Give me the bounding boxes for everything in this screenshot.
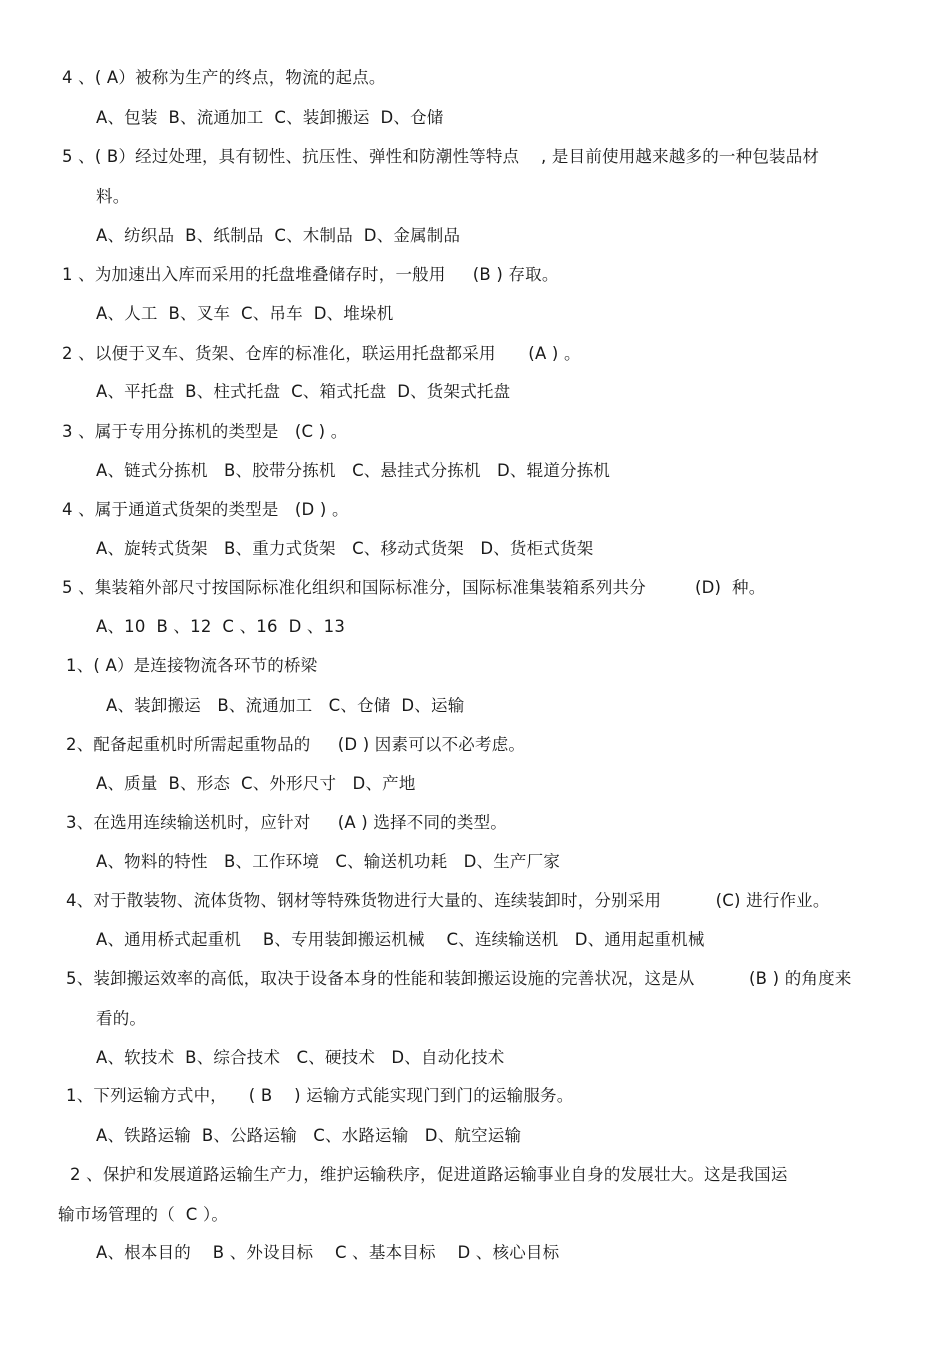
question-line: 5、装卸搬运效率的高低，取决于设备本身的性能和装卸搬运设施的完善状况，这是从 (B ) 的角度来 xyxy=(66,969,852,988)
options-line: A、人工 B、叉车 C、吊车 D、堆垛机 xyxy=(96,304,394,323)
options-line: A、软技术 B、综合技术 C、硬技术 D、自动化技术 xyxy=(96,1048,505,1067)
question-continuation-line: 输市场管理的（ C ）。 xyxy=(58,1205,229,1224)
options-line: A、包装 B、流通加工 C、装卸搬运 D、仓储 xyxy=(96,108,444,127)
question-line: 2 、保护和发展道路运输生产力，维护运输秩序，促进道路运输事业自身的发展壮大。这是我国运 xyxy=(70,1165,788,1184)
question-line: 5 、集装箱外部尺寸按国际标准化组织和国际标准分，国际标准集装箱系列共分 (D) 种。 xyxy=(62,578,766,597)
options-line: A、10 B 、12 C 、16 D 、13 xyxy=(96,617,346,636)
question-line: 3、在选用连续输送机时，应针对 (A ) 选择不同的类型。 xyxy=(66,813,507,832)
question-continuation-line: 看的。 xyxy=(96,1009,147,1028)
question-line: 4 、属于通道式货架的类型是 (D ) 。 xyxy=(62,500,349,519)
question-line: 4 、( A）被称为生产的终点，物流的起点。 xyxy=(62,68,386,87)
options-line: A、纺织品 B、纸制品 C、木制品 D、金属制品 xyxy=(96,226,461,245)
options-line: A、平托盘 B、柱式托盘 C、箱式托盘 D、货架式托盘 xyxy=(96,382,511,401)
options-line: A、铁路运输 B、公路运输 C、水路运输 D、航空运输 xyxy=(96,1126,522,1145)
question-line: 5 、( B）经过处理，具有韧性、抗压性、弹性和防潮性等特点 , 是目前使用越来越多的一种包装品材 xyxy=(62,147,820,166)
question-continuation-line: 料。 xyxy=(96,187,130,206)
question-line: 1、下列运输方式中， ( B ) 运输方式能实现门到门的运输服务。 xyxy=(66,1086,574,1105)
question-line: 4、对于散装物、流体货物、钢材等特殊货物进行大量的、连续装卸时，分别采用 (C) 进行作业。 xyxy=(66,891,830,910)
question-line: 2、配备起重机时所需起重物品的 (D ) 因素可以不必考虑。 xyxy=(66,735,526,754)
options-line: A、装卸搬运 B、流通加工 C、仓储 D、运输 xyxy=(106,696,465,715)
options-line: A、根本目的 B 、外设目标 C 、基本目标 D 、核心目标 xyxy=(96,1243,560,1262)
options-line: A、质量 B、形态 C、外形尺寸 D、产地 xyxy=(96,774,416,793)
options-line: A、物料的特性 B、工作环境 C、输送机功耗 D、生产厂家 xyxy=(96,852,561,871)
options-line: A、旋转式货架 B、重力式货架 C、移动式货架 D、货柜式货架 xyxy=(96,539,594,558)
question-line: 1 、为加速出入库而采用的托盘堆叠储存时，一般用 (B ) 存取。 xyxy=(62,265,559,284)
options-line: A、链式分拣机 B、胶带分拣机 C、悬挂式分拣机 D、辊道分拣机 xyxy=(96,461,611,480)
question-line: 2 、以便于叉车、货架、仓库的标准化，联运用托盘都采用 (A ) 。 xyxy=(62,344,581,363)
options-line: A、通用桥式起重机 B、专用装卸搬运机械 C、连续输送机 D、通用起重机械 xyxy=(96,930,705,949)
question-line: 1、( A）是连接物流各环节的桥梁 xyxy=(66,656,318,675)
question-line: 3 、属于专用分拣机的类型是 (C ) 。 xyxy=(62,422,348,441)
